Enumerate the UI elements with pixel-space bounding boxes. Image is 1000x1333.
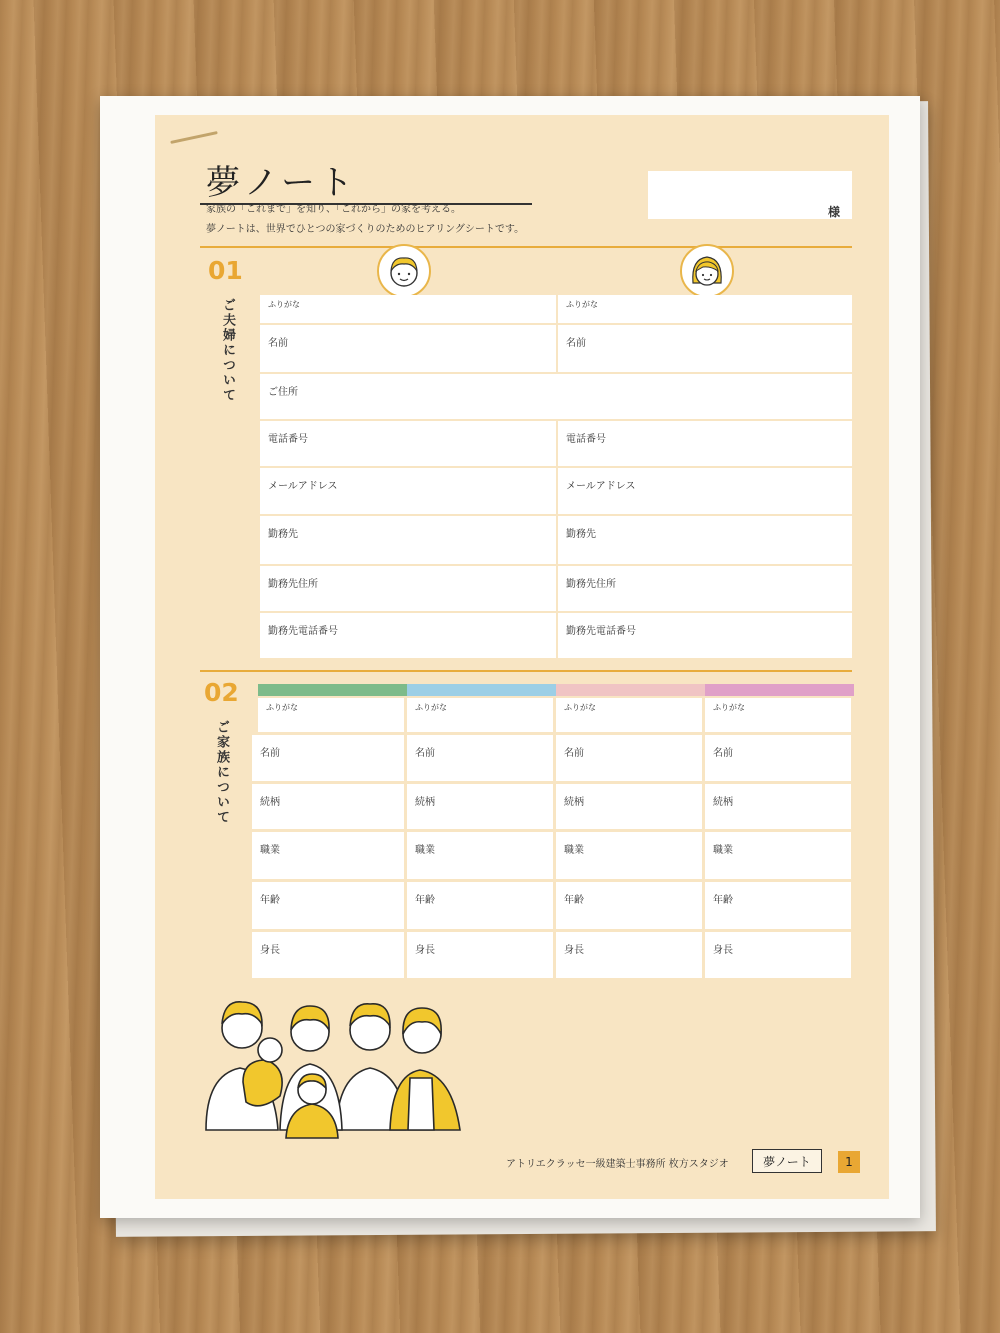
family-member-field[interactable] <box>258 698 404 732</box>
field-label: 続柄 <box>713 797 733 808</box>
family-member-field[interactable] <box>407 832 553 879</box>
family-column-color-bar <box>705 684 854 696</box>
field-label: ふりがな <box>268 300 300 309</box>
field-label: 勤務先 <box>268 529 298 540</box>
field-label: 身長 <box>713 945 733 956</box>
family-member-field[interactable] <box>407 698 553 732</box>
field-label: 身長 <box>415 945 435 956</box>
field-label: 名前 <box>713 748 733 759</box>
family-member-field[interactable] <box>556 698 702 732</box>
wife-name-field[interactable] <box>558 325 852 372</box>
wife-workplace-field[interactable] <box>558 516 852 564</box>
address-field[interactable] <box>260 374 852 419</box>
field-label: ふりがな <box>564 703 596 712</box>
field-label: 勤務先電話番号 <box>566 626 636 637</box>
field-label: 年齢 <box>713 895 733 906</box>
field-label: 電話番号 <box>566 434 606 445</box>
field-label: 電話番号 <box>268 434 308 445</box>
field-label: 名前 <box>260 748 280 759</box>
section-2-label: ご家族について <box>214 720 229 825</box>
husband-work-address-field[interactable] <box>260 566 556 611</box>
family-member-field[interactable] <box>407 735 553 781</box>
family-member-field[interactable] <box>252 932 404 978</box>
family-member-field[interactable] <box>556 832 702 879</box>
man-avatar-icon <box>377 244 431 298</box>
honorific-label: 様 <box>828 205 841 219</box>
family-column-color-bar <box>556 684 705 696</box>
field-label: メールアドレス <box>268 481 338 492</box>
field-label: 続柄 <box>260 797 280 808</box>
field-label: 続柄 <box>564 797 584 808</box>
field-label: 名前 <box>268 338 288 349</box>
family-member-field[interactable] <box>705 832 851 879</box>
field-label: メールアドレス <box>566 481 636 492</box>
family-member-field[interactable] <box>252 832 404 879</box>
family-member-field[interactable] <box>556 932 702 978</box>
section-2-rule <box>200 670 852 672</box>
field-label: ふりがな <box>566 300 598 309</box>
wife-furigana-field[interactable] <box>558 295 852 323</box>
field-label: ふりがな <box>713 703 745 712</box>
customer-name-field[interactable] <box>648 171 852 219</box>
field-label: 職業 <box>713 845 733 856</box>
field-label: 勤務先電話番号 <box>268 626 338 637</box>
family-member-field[interactable] <box>252 735 404 781</box>
section-1-label: ご夫婦について <box>220 298 235 403</box>
field-label: 続柄 <box>415 797 435 808</box>
page-number: 1 <box>838 1151 860 1173</box>
family-member-field[interactable] <box>556 735 702 781</box>
field-label: 勤務先住所 <box>566 579 616 590</box>
field-label: 身長 <box>260 945 280 956</box>
field-label: 職業 <box>415 845 435 856</box>
family-illustration <box>198 990 468 1140</box>
family-member-field[interactable] <box>252 784 404 829</box>
wife-phone-field[interactable] <box>558 421 852 466</box>
field-label: 年齢 <box>260 895 280 906</box>
family-member-field[interactable] <box>252 882 404 929</box>
field-label: 名前 <box>566 338 586 349</box>
section-1-number: 01 <box>208 256 243 285</box>
field-label: 年齢 <box>564 895 584 906</box>
family-column-color-bar <box>407 684 556 696</box>
family-member-field[interactable] <box>556 882 702 929</box>
family-member-field[interactable] <box>556 784 702 829</box>
office-name: アトリエクラッセ一級建築士事務所 枚方スタジオ <box>506 1159 729 1170</box>
wife-work-phone-field[interactable] <box>558 613 852 658</box>
family-member-field[interactable] <box>705 735 851 781</box>
field-label: ふりがな <box>415 703 447 712</box>
page-title: 夢ノート <box>206 163 357 203</box>
family-column-color-bar <box>258 684 407 696</box>
wife-work-address-field[interactable] <box>558 566 852 611</box>
intro-line-2: 夢ノートは、世界でひとつの家づくりのためのヒアリングシートです。 <box>206 224 525 235</box>
intro-line-1: 家族の「これまで」を知り、「これから」の家を考える。 <box>206 204 461 215</box>
section-1-rule <box>200 246 852 248</box>
husband-phone-field[interactable] <box>260 421 556 466</box>
field-label: ご住所 <box>268 387 298 398</box>
family-member-field[interactable] <box>705 698 851 732</box>
family-member-field[interactable] <box>705 784 851 829</box>
field-label: ふりがな <box>266 703 298 712</box>
husband-workplace-field[interactable] <box>260 516 556 564</box>
family-member-field[interactable] <box>407 784 553 829</box>
husband-name-field[interactable] <box>260 325 556 372</box>
husband-email-field[interactable] <box>260 468 556 514</box>
husband-furigana-field[interactable] <box>260 295 556 323</box>
family-member-field[interactable] <box>705 932 851 978</box>
field-label: 名前 <box>564 748 584 759</box>
woman-avatar-icon <box>680 244 734 298</box>
field-label: 職業 <box>260 845 280 856</box>
footer-book-title: 夢ノート <box>752 1149 822 1173</box>
family-member-field[interactable] <box>407 882 553 929</box>
field-label: 勤務先住所 <box>268 579 318 590</box>
field-label: 身長 <box>564 945 584 956</box>
husband-work-phone-field[interactable] <box>260 613 556 658</box>
family-member-field[interactable] <box>705 882 851 929</box>
field-label: 年齢 <box>415 895 435 906</box>
field-label: 職業 <box>564 845 584 856</box>
section-2-number: 02 <box>204 678 239 707</box>
field-label: 名前 <box>415 748 435 759</box>
family-member-field[interactable] <box>407 932 553 978</box>
wife-email-field[interactable] <box>558 468 852 514</box>
field-label: 勤務先 <box>566 529 596 540</box>
